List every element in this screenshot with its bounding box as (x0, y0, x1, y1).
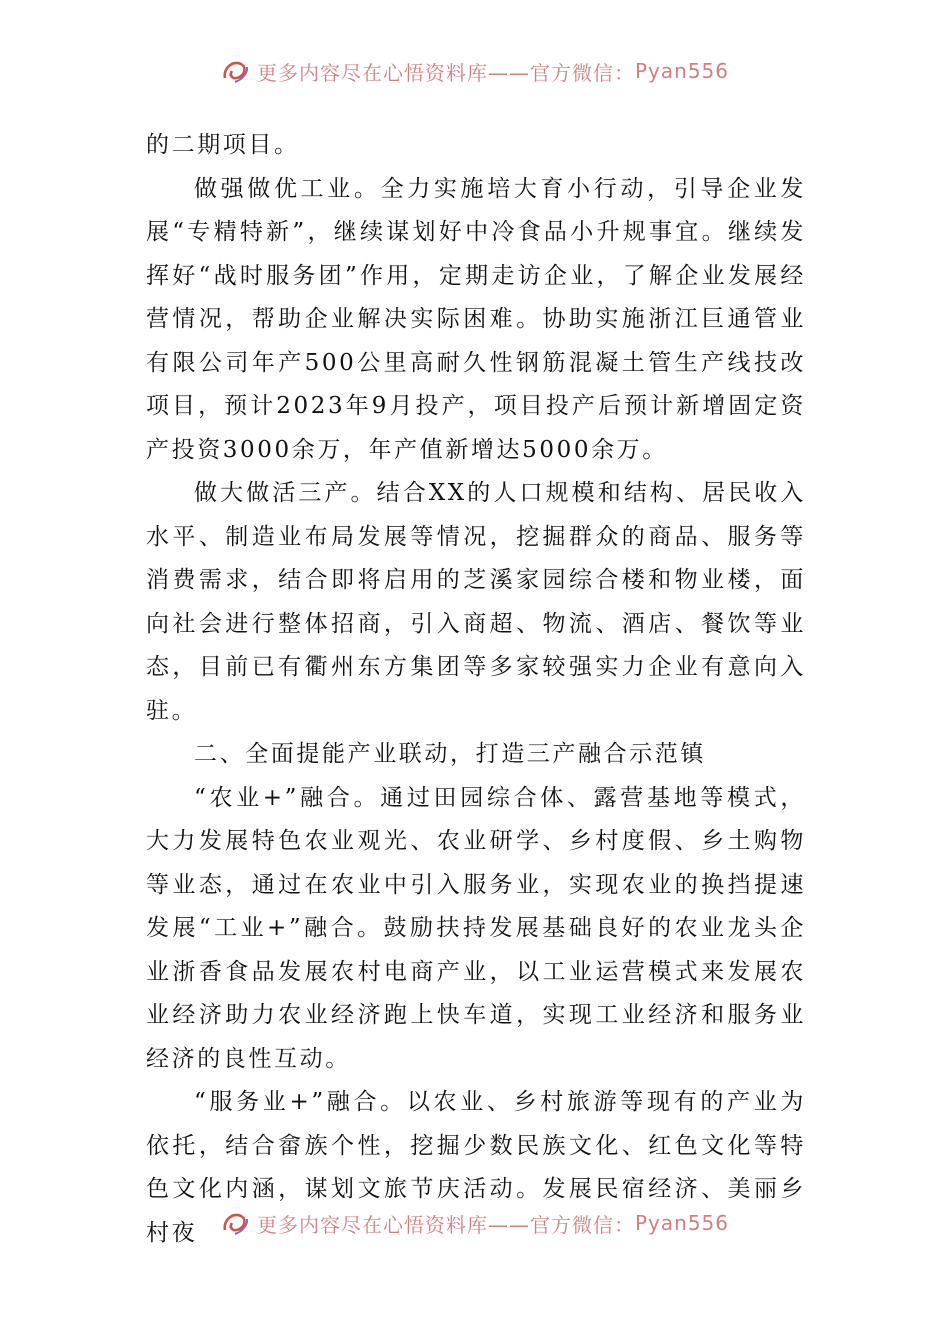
paragraph-5: “服务业+”融合。以农业、乡村旅游等现有的产业为依托，结合畲族个性，挖掘少数民族文化、红色文化等特色文化内涵，谋划文旅节庆活动。发展民宿经济、美丽乡村夜 (146, 1089, 806, 1246)
paragraph-3: 做大做活三产。结合XX的人口规模和结构、居民收入水平、制造业布局发展等情况，挖掘群众的商品、服务等消费需求，结合即将启用的芝溪家园综合楼和物业楼，面向社会进行整体招商，引入商超、物流、酒店、餐饮等业态，目前已有衢州东方集团等多家较强实力企业有意向入驻。 (146, 480, 806, 724)
paragraph-1: 的二期项目。 (146, 132, 300, 158)
paragraph-4: “农业+”融合。通过田园综合体、露营基地等模式，大力发展特色农业观光、农业研学、乡村度假、乡土购物等业态，通过在农业中引入服务业，实现农业的换挡提速发展“工业+”融合。鼓励扶持发展基础良好的农业龙头企业浙香食品发展农村电商产业，以工业运营模式来发展农业经济助力农业经济跑上快车道，实现工业经济和服务业经济的良性互动。 (146, 784, 806, 1072)
section-heading: 二、全面提能产业联动，打造三产融合示范镇 (194, 741, 706, 767)
watermark-text: 更多内容尽在心悟资料库——官方微信： (256, 60, 635, 85)
paragraph-2: 做强做优工业。全力实施培大育小行动，引导企业发展“专精特新”，继续谋划好中冷食品小升规事宜。继续发挥好“战时服务团”作用，定期走访企业，了解企业发展经营情况，帮助企业解决实际困难。协助实施浙江巨通管业有限公司年产500公里高耐久性钢筋混凝土管生产线技改项目，预计2023年9月投产，项目投产后预计新增固定资产投资3000余万，年产值新增达5000余万。 (146, 175, 806, 463)
watermark-id: Pyan556 (634, 1211, 729, 1235)
watermark-footer (0, 1206, 950, 1240)
watermark-id: Pyan556 (634, 59, 729, 83)
document-body (146, 124, 806, 1255)
watermark-text: 更多内容尽在心悟资料库——官方微信： (256, 1212, 635, 1237)
brand-logo-icon (221, 1210, 251, 1236)
watermark-header (0, 54, 950, 88)
brand-logo-icon (221, 58, 251, 84)
